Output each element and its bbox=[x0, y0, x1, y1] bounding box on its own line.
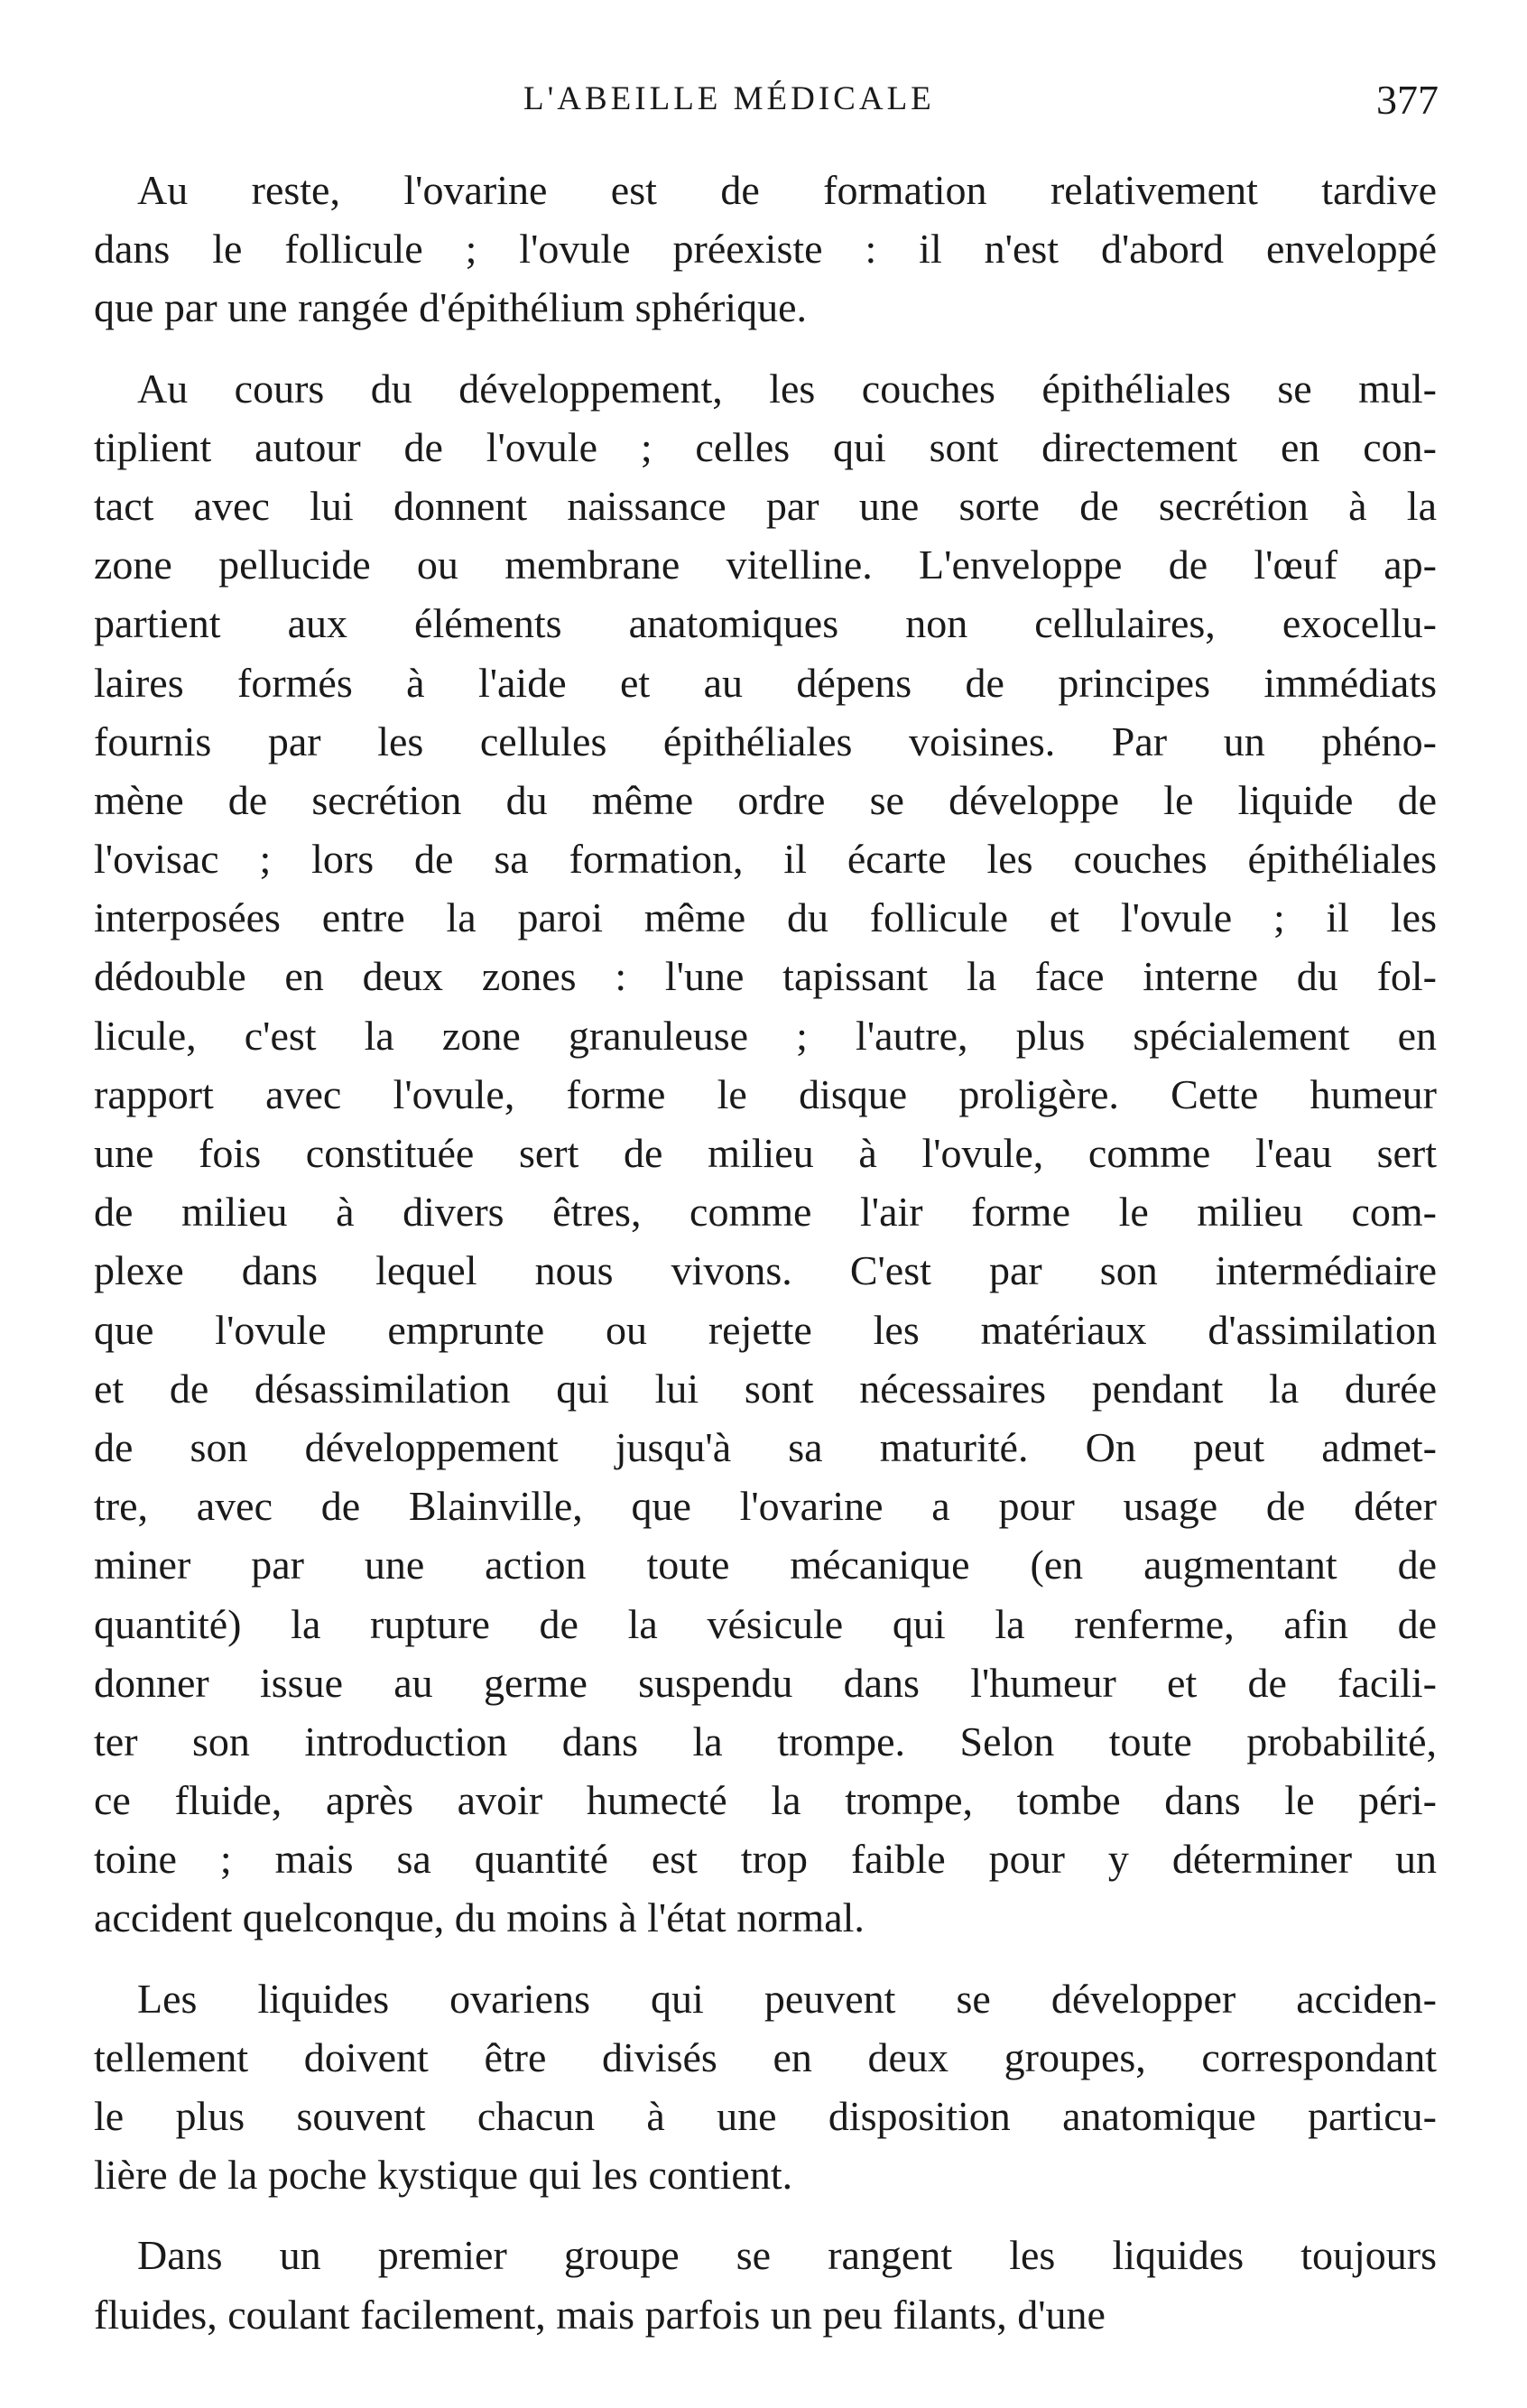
text-line: miner par une action toute mécanique (en augmentant de bbox=[94, 1542, 1437, 1588]
running-header-title: L'ABEILLE MÉDICALE bbox=[523, 80, 935, 117]
text-line: fluides, coulant facilement, mais parfois un peu filants, d'une bbox=[94, 2291, 1106, 2338]
text-line: plexe dans lequel nous vivons. C'est par son intermédiaire bbox=[94, 1247, 1437, 1294]
text-line: dans le follicule ; l'ovule préexiste : il n'est d'abord enveloppé bbox=[94, 226, 1437, 273]
text-line: tiplient autour de l'ovule ; celles qui sont directement en con- bbox=[94, 423, 1437, 470]
paragraph bbox=[94, 1969, 1437, 2205]
text-line: toine ; mais sa quantité est trop faible pour y déterminer un bbox=[94, 1836, 1437, 1883]
paragraph bbox=[94, 161, 1437, 338]
text-line: partient aux éléments anatomiques non cellulaires, exocellu- bbox=[94, 600, 1437, 647]
text-line: le plus souvent chacun à une disposition anatomique particu- bbox=[94, 2093, 1437, 2139]
text-line: dédouble en deux zones : l'une tapissant la face interne du fol- bbox=[94, 953, 1437, 1000]
text-line: ce fluide, après avoir humecté la trompe, tombe dans le péri- bbox=[94, 1777, 1437, 1824]
text-line: Au cours du développement, les couches épithéliales se mul- bbox=[137, 365, 1437, 412]
running-header bbox=[0, 79, 1527, 134]
text-line: et de désassimilation qui lui sont nécessaires pendant la durée bbox=[94, 1365, 1437, 1412]
text-line: que l'ovule emprunte ou rejette les matériaux d'assimilation bbox=[94, 1306, 1437, 1353]
text-line: tre, avec de Blainville, que l'ovarine a pour usage de déter bbox=[94, 1483, 1437, 1530]
text-line: Dans un premier groupe se rangent les liquides toujours bbox=[137, 2232, 1437, 2279]
text-line: que par une rangée d'épithélium sphérique. bbox=[94, 284, 807, 331]
text-line: tact avec lui donnent naissance par une sorte de secrétion à la bbox=[94, 482, 1437, 529]
paragraph bbox=[94, 2226, 1437, 2343]
text-line: laires formés à l'aide et au dépens de principes immédiats bbox=[94, 659, 1437, 706]
text-line: interposées entre la paroi même du follicule et l'ovule ; il les bbox=[94, 894, 1437, 941]
text-line: quantité) la rupture de la vésicule qui la renferme, afin de bbox=[94, 1600, 1437, 1647]
text-line: tellement doivent être divisés en deux groupes, correspondant bbox=[94, 2033, 1437, 2080]
text-line: licule, c'est la zone granuleuse ; l'autre, plus spécialement en bbox=[94, 1012, 1437, 1059]
text-line: Les liquides ovariens qui peuvent se développer acciden- bbox=[137, 1975, 1437, 2022]
page-number: 377 bbox=[1376, 77, 1439, 123]
text-line: mène de secrétion du même ordre se développe le liquide de bbox=[94, 776, 1437, 823]
text-line: ter son introduction dans la trompe. Selon toute probabilité, bbox=[94, 1718, 1437, 1764]
text-line: Au reste, l'ovarine est de formation relativement tardive bbox=[137, 167, 1437, 213]
text-line: de son développement jusqu'à sa maturité. On peut admet- bbox=[94, 1423, 1437, 1470]
body-text bbox=[94, 161, 1437, 2366]
paragraph bbox=[94, 359, 1437, 1948]
text-line: donner issue au germe suspendu dans l'humeur et de facili- bbox=[94, 1659, 1437, 1706]
text-line: une fois constituée sert de milieu à l'ovule, comme l'eau sert bbox=[94, 1130, 1437, 1176]
text-line: fournis par les cellules épithéliales voisines. Par un phéno- bbox=[94, 718, 1437, 764]
text-line: zone pellucide ou membrane vitelline. L'enveloppe de l'œuf ap- bbox=[94, 542, 1437, 588]
text-line: l'ovisac ; lors de sa formation, il écarte les couches épithéliales bbox=[94, 836, 1437, 883]
text-line: rapport avec l'ovule, forme le disque proligère. Cette humeur bbox=[94, 1070, 1437, 1117]
text-line: de milieu à divers êtres, comme l'air forme le milieu com- bbox=[94, 1189, 1437, 1236]
text-line: lière de la poche kystique qui les contient. bbox=[94, 2152, 793, 2199]
text-line: accident quelconque, du moins à l'état normal. bbox=[94, 1894, 865, 1941]
